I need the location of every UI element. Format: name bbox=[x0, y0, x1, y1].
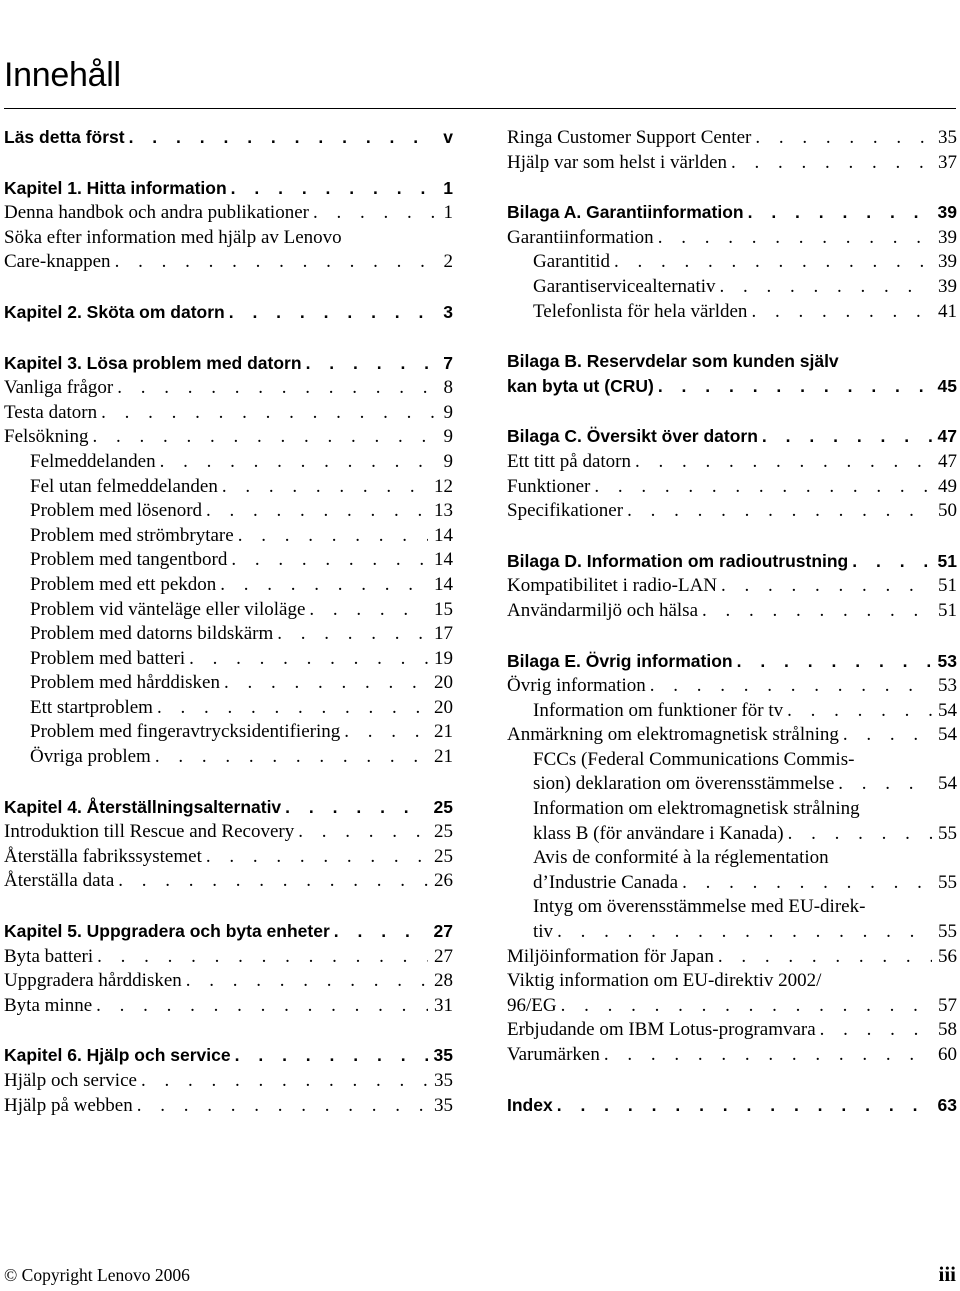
toc-leader-dots bbox=[340, 721, 428, 743]
toc-page-number: 9 bbox=[443, 401, 453, 423]
toc-page-number: 1 bbox=[443, 202, 453, 224]
toc-entry-label: Problem med lösenord bbox=[30, 500, 203, 522]
toc-entry-label: Övrig information bbox=[507, 675, 646, 697]
toc-entry-label: Kapitel 1. Hitta information bbox=[4, 177, 227, 198]
toc-entry-label: Bilaga E. Övrig information bbox=[507, 650, 733, 671]
toc-entry-label: Ringa Customer Support Center bbox=[507, 127, 752, 148]
toc-leader-dots bbox=[590, 476, 932, 498]
toc-entry-line bbox=[507, 847, 957, 872]
toc-entry-label: Problem vid vänteläge eller viloläge bbox=[30, 598, 306, 620]
toc-entry[interactable] bbox=[4, 476, 453, 501]
toc-page-number: 54 bbox=[938, 773, 957, 795]
toc-page-number: 37 bbox=[938, 151, 957, 173]
toc-leader-dots bbox=[747, 301, 932, 323]
toc-entry[interactable] bbox=[4, 821, 453, 846]
toc-gap bbox=[4, 327, 453, 353]
toc-leader-dots bbox=[816, 1019, 932, 1041]
toc-leader-dots bbox=[848, 551, 931, 572]
toc-page-number: 39 bbox=[937, 202, 957, 223]
toc-leader-dots bbox=[114, 870, 428, 892]
toc-page-number: 14 bbox=[434, 573, 453, 595]
toc-entry[interactable] bbox=[507, 575, 957, 600]
toc-entry[interactable] bbox=[507, 773, 957, 798]
toc-entry-label: kan byta ut (CRU) bbox=[507, 375, 654, 396]
toc-right-column bbox=[507, 127, 957, 1119]
toc-entry[interactable] bbox=[507, 500, 957, 525]
toc-entry[interactable] bbox=[4, 500, 453, 525]
toc-entry-label: Intyg om överensstämmelse med EU-direk- bbox=[533, 896, 866, 918]
toc-entry[interactable] bbox=[4, 697, 453, 722]
toc-entry[interactable] bbox=[507, 227, 957, 252]
toc-page-number: 2 bbox=[443, 251, 453, 273]
toc-entry-label: klass B (för användare i Kanada) bbox=[533, 822, 784, 844]
toc-leader-dots bbox=[600, 1044, 932, 1066]
toc-entry-label: Care-knappen bbox=[4, 251, 111, 273]
toc-gap bbox=[507, 525, 957, 551]
toc-entry-label: Bilaga C. Översikt över datorn bbox=[507, 426, 758, 447]
toc-entry-label: Hjälp var som helst i världen bbox=[507, 151, 728, 173]
toc-chapter-entry[interactable] bbox=[507, 426, 957, 451]
toc-leader-dots bbox=[646, 675, 932, 697]
toc-page-number: 25 bbox=[434, 845, 453, 867]
toc-leader-dots bbox=[330, 921, 428, 942]
toc-entry-label: Anmärkning om elektromagnetisk strålning bbox=[507, 724, 839, 746]
toc-entry[interactable] bbox=[507, 1044, 957, 1069]
toc-leader-dots bbox=[111, 251, 438, 273]
toc-chapter-entry[interactable] bbox=[4, 1045, 453, 1070]
toc-leader-dots bbox=[654, 376, 932, 397]
toc-page-number: 51 bbox=[938, 575, 957, 597]
toc-entry-line bbox=[507, 896, 957, 921]
toc-entry[interactable] bbox=[4, 525, 453, 550]
toc-page-number: 35 bbox=[938, 127, 957, 148]
toc-entry-label: Information om elektromagnetisk strålning bbox=[533, 798, 860, 820]
toc-page-number: 28 bbox=[434, 970, 453, 992]
toc-gap bbox=[507, 625, 957, 651]
toc-entry-label: Byta batteri bbox=[4, 945, 94, 967]
toc-page-number: 55 bbox=[938, 921, 957, 943]
toc-leader-dots bbox=[225, 302, 438, 323]
toc-leader-dots bbox=[610, 251, 932, 273]
toc-entry[interactable] bbox=[4, 251, 453, 276]
toc-leader-dots bbox=[733, 651, 932, 672]
toc-entry-label: Kapitel 6. Hjälp och service bbox=[4, 1045, 231, 1066]
toc-entry[interactable] bbox=[507, 872, 957, 897]
toc-page-number: 57 bbox=[938, 994, 957, 1016]
title-rule bbox=[4, 108, 956, 109]
toc-page-number: 53 bbox=[937, 650, 957, 671]
toc-page-number: 12 bbox=[434, 475, 453, 497]
toc-page-number: 9 bbox=[443, 450, 453, 472]
toc-gap bbox=[507, 1069, 957, 1095]
toc-entry[interactable] bbox=[4, 946, 453, 971]
toc-entry-label: Erbjudande om IBM Lotus-programvara bbox=[507, 1019, 816, 1041]
toc-entry[interactable] bbox=[507, 1019, 957, 1044]
toc-chapter-entry[interactable] bbox=[507, 202, 957, 227]
toc-chapter-entry[interactable] bbox=[507, 551, 957, 576]
toc-entry[interactable] bbox=[4, 648, 453, 673]
toc-page-number: 60 bbox=[938, 1044, 957, 1065]
page-title: Innehåll bbox=[4, 56, 121, 94]
toc-leader-dots bbox=[227, 178, 438, 199]
toc-leader-dots bbox=[553, 921, 932, 943]
copyright-notice: © Copyright Lenovo 2006 bbox=[4, 1265, 190, 1285]
toc-entry[interactable] bbox=[507, 675, 957, 700]
toc-entry[interactable] bbox=[4, 549, 453, 574]
toc-entry[interactable] bbox=[507, 276, 957, 301]
toc-leader-dots bbox=[294, 821, 428, 843]
toc-page-number: 17 bbox=[434, 623, 453, 645]
toc-entry-label: 96/EG bbox=[507, 994, 557, 1016]
toc-entry-label: Garantitid bbox=[533, 251, 611, 273]
toc-leader-dots bbox=[716, 276, 932, 298]
toc-leader-dots bbox=[133, 1095, 428, 1117]
toc-page-number: 39 bbox=[938, 251, 957, 273]
toc-entry-label: Garantiservicealternativ bbox=[533, 275, 716, 297]
toc-page-number: 58 bbox=[938, 1019, 957, 1041]
toc-page-number: 39 bbox=[938, 275, 957, 297]
toc-page-number: 8 bbox=[443, 377, 453, 399]
toc-entry-label: d’Industrie Canada bbox=[533, 871, 679, 893]
toc-page-number: 35 bbox=[433, 1045, 453, 1066]
toc-leader-dots bbox=[717, 575, 932, 597]
toc-entry[interactable] bbox=[4, 377, 453, 402]
toc-entry-label: Felsökning bbox=[4, 426, 89, 448]
toc-leader-dots bbox=[698, 600, 932, 622]
toc-entry[interactable] bbox=[507, 921, 957, 946]
toc-entry[interactable] bbox=[507, 995, 957, 1020]
toc-entry[interactable] bbox=[4, 672, 453, 697]
toc-leader-dots bbox=[92, 995, 428, 1017]
toc-page-number: v bbox=[443, 127, 453, 147]
toc-page-number: 55 bbox=[938, 871, 957, 893]
toc-leader-dots bbox=[220, 672, 428, 694]
toc-entry-line bbox=[507, 749, 957, 774]
toc-page-number: 50 bbox=[938, 500, 957, 522]
toc-entry[interactable] bbox=[4, 970, 453, 995]
toc-page-number: 14 bbox=[434, 549, 453, 571]
toc-entry-label: tiv bbox=[533, 921, 554, 943]
toc-entry-label: Problem med hårddisken bbox=[30, 672, 220, 694]
toc-entry[interactable] bbox=[507, 600, 957, 625]
toc-leader-dots bbox=[623, 500, 932, 522]
toc-page-number: 31 bbox=[434, 994, 453, 1016]
toc-entry-label: sion) deklaration om överensstämmelse bbox=[533, 773, 835, 795]
toc-entry-line bbox=[507, 970, 957, 995]
toc-entry-label: Vanliga frågor bbox=[4, 377, 114, 399]
toc-page-number: 27 bbox=[434, 945, 453, 967]
toc-gap bbox=[4, 152, 453, 178]
toc-entry[interactable] bbox=[4, 995, 453, 1020]
toc-entry-label: Ett startproblem bbox=[30, 696, 153, 718]
toc-leader-dots bbox=[156, 451, 438, 473]
toc-page-number: 41 bbox=[938, 300, 957, 322]
toc-chapter-entry bbox=[507, 351, 957, 376]
toc-chapter-entry[interactable] bbox=[4, 797, 453, 822]
toc-page-number: 21 bbox=[434, 721, 453, 743]
toc-leader-dots bbox=[714, 946, 932, 968]
toc-entry[interactable] bbox=[507, 724, 957, 749]
toc-leader-dots bbox=[202, 846, 428, 868]
toc-page-number: 53 bbox=[938, 675, 957, 697]
toc-entry-label: Viktig information om EU-direktiv 2002/ bbox=[507, 970, 822, 992]
toc-leader-dots bbox=[153, 697, 428, 719]
toc-entry-label: FCCs (Federal Communications Commis- bbox=[533, 748, 855, 770]
toc-entry[interactable] bbox=[4, 599, 453, 624]
toc-page-number: 35 bbox=[434, 1070, 453, 1091]
toc-page-number: 26 bbox=[434, 870, 453, 892]
toc-page-number: 13 bbox=[434, 500, 453, 522]
toc-entry-label: Avis de conformité à la réglementation bbox=[533, 847, 829, 869]
toc-entry-label: Felmeddelanden bbox=[30, 450, 156, 472]
toc-entry-label: Fel utan felmeddelanden bbox=[30, 475, 218, 497]
toc-entry-label: Problem med strömbrytare bbox=[30, 524, 234, 546]
toc-page-number: 19 bbox=[434, 647, 453, 669]
toc-gap bbox=[507, 400, 957, 426]
toc-leader-dots bbox=[553, 1095, 932, 1116]
toc-leader-dots bbox=[751, 127, 932, 149]
toc-leader-dots bbox=[88, 426, 437, 448]
toc-page-number: 56 bbox=[938, 945, 957, 967]
toc-leader-dots bbox=[727, 152, 932, 174]
toc-leader-dots bbox=[218, 476, 428, 498]
toc-entry-label: Introduktion till Rescue and Recovery bbox=[4, 821, 295, 843]
toc-entry-label: Telefonlista för hela världen bbox=[533, 300, 748, 322]
toc-page-number: 21 bbox=[434, 746, 453, 768]
toc-entry-label: Användarmiljö och hälsa bbox=[507, 599, 699, 621]
toc-entry[interactable] bbox=[4, 623, 453, 648]
toc-leader-dots bbox=[654, 227, 932, 249]
toc-entry-line bbox=[507, 798, 957, 823]
toc-entry-label: Miljöinformation för Japan bbox=[507, 945, 714, 967]
toc-entry[interactable] bbox=[4, 426, 453, 451]
toc-entry-label: Index bbox=[507, 1094, 553, 1115]
toc-chapter-entry[interactable] bbox=[507, 651, 957, 676]
toc-left-column bbox=[4, 127, 453, 1119]
toc-page-number: 45 bbox=[937, 375, 957, 396]
toc-entry[interactable] bbox=[4, 1095, 453, 1120]
toc-page-number: 20 bbox=[434, 696, 453, 718]
toc-entry-label: Problem med fingeravtrycksidentifiering bbox=[30, 721, 341, 743]
toc-entry-label: Återställa fabrikssystemet bbox=[4, 845, 202, 867]
toc-entry-label: Bilaga B. Reservdelar som kunden själv bbox=[507, 351, 839, 372]
toc-leader-dots bbox=[137, 1070, 428, 1092]
toc-entry-label: Hjälp och service bbox=[4, 1070, 137, 1091]
toc-entry-label: Byta minne bbox=[4, 994, 93, 1016]
toc-chapter-entry[interactable] bbox=[4, 353, 453, 378]
toc-entry-label: Kompatibilitet i radio-LAN bbox=[507, 575, 718, 597]
toc-page-number: 49 bbox=[938, 475, 957, 497]
toc-leader-dots bbox=[273, 623, 428, 645]
page-number: iii bbox=[938, 1262, 956, 1286]
toc-gap bbox=[4, 771, 453, 797]
toc-chapter-entry[interactable] bbox=[507, 1095, 957, 1120]
toc-leader-dots bbox=[234, 525, 428, 547]
toc-leader-dots bbox=[834, 773, 932, 795]
toc-page-number: 9 bbox=[443, 426, 453, 448]
toc-entry-label: Problem med datorns bildskärm bbox=[30, 623, 274, 645]
toc-leader-dots bbox=[93, 946, 428, 968]
toc-entry[interactable] bbox=[507, 700, 957, 725]
toc-entry[interactable] bbox=[507, 451, 957, 476]
toc-entry-label: Återställa data bbox=[4, 870, 115, 892]
toc-leader-dots bbox=[125, 127, 438, 148]
toc-entry-label: Kapitel 5. Uppgradera och byta enheter bbox=[4, 921, 330, 942]
toc-entry-label: Problem med ett pekdon bbox=[30, 573, 217, 595]
toc-entry[interactable] bbox=[4, 202, 453, 227]
toc-leader-dots bbox=[302, 353, 438, 374]
toc-entry-label: Funktioner bbox=[507, 475, 591, 497]
toc-chapter-entry[interactable] bbox=[4, 127, 453, 152]
toc-page-number: 7 bbox=[443, 352, 453, 373]
toc-entry-label: Söka efter information med hjälp av Lenovo bbox=[4, 226, 342, 248]
toc-page-number: 54 bbox=[938, 724, 957, 746]
toc-leader-dots bbox=[202, 500, 428, 522]
toc-leader-dots bbox=[631, 451, 932, 473]
toc-gap bbox=[4, 1019, 453, 1045]
toc-page-number: 47 bbox=[938, 450, 957, 472]
toc-entry[interactable] bbox=[507, 823, 957, 848]
toc-page-number: 14 bbox=[434, 524, 453, 546]
toc-gap bbox=[4, 276, 453, 302]
toc-entry-line bbox=[4, 227, 453, 252]
toc-page-number: 39 bbox=[938, 226, 957, 248]
toc-page-number: 15 bbox=[434, 598, 453, 620]
toc-page-number: 54 bbox=[938, 699, 957, 721]
toc-entry[interactable] bbox=[4, 721, 453, 746]
toc-entry[interactable] bbox=[507, 152, 957, 177]
toc-entry-label: Bilaga D. Information om radioutrustning bbox=[507, 550, 849, 571]
toc-leader-dots bbox=[281, 797, 427, 818]
toc-entry-label: Ett titt på datorn bbox=[507, 450, 632, 472]
toc-entry-label: Kapitel 3. Lösa problem med datorn bbox=[4, 352, 302, 373]
toc-page-number: 35 bbox=[434, 1094, 453, 1116]
toc-leader-dots bbox=[231, 1045, 428, 1066]
toc-entry[interactable] bbox=[4, 402, 453, 427]
toc-entry[interactable] bbox=[4, 746, 453, 771]
toc-entry[interactable] bbox=[507, 476, 957, 501]
toc-entry-label: Testa datorn bbox=[4, 401, 98, 423]
toc-entry-label: Denna handbok och andra publikationer bbox=[4, 202, 309, 224]
toc-chapter-entry[interactable] bbox=[4, 921, 453, 946]
toc-entry-label: Problem med tangentbord bbox=[30, 549, 228, 571]
toc-entry-label: Läs detta först bbox=[4, 127, 125, 147]
toc-gap bbox=[507, 176, 957, 202]
toc-entry-label: Kapitel 2. Sköta om datorn bbox=[4, 301, 225, 322]
toc-leader-dots bbox=[557, 995, 932, 1017]
toc-entry[interactable] bbox=[507, 946, 957, 971]
toc-page-number: 63 bbox=[937, 1094, 957, 1115]
toc-chapter-entry[interactable] bbox=[4, 178, 453, 203]
toc-entry[interactable] bbox=[507, 301, 957, 326]
toc-gap bbox=[507, 325, 957, 351]
toc-page-number: 51 bbox=[938, 599, 957, 621]
toc-entry-label: Varumärken bbox=[507, 1044, 600, 1065]
toc-leader-dots bbox=[227, 549, 428, 571]
toc-leader-dots bbox=[216, 574, 428, 596]
toc-leader-dots bbox=[758, 426, 932, 447]
toc-entry[interactable] bbox=[4, 574, 453, 599]
toc-leader-dots bbox=[309, 202, 438, 224]
toc-entry[interactable] bbox=[4, 870, 453, 895]
toc-entry-label: Kapitel 4. Återställningsalternativ bbox=[4, 796, 282, 817]
toc-page-number: 20 bbox=[434, 672, 453, 694]
toc-entry-label: Garantiinformation bbox=[507, 226, 654, 248]
toc-entry-label: Uppgradera hårddisken bbox=[4, 970, 182, 992]
toc-entry[interactable] bbox=[4, 846, 453, 871]
toc-page-number: 3 bbox=[443, 301, 453, 322]
toc-page-number: 51 bbox=[937, 550, 957, 571]
toc-entry[interactable] bbox=[4, 1070, 453, 1095]
toc-gap bbox=[4, 895, 453, 921]
toc-chapter-entry[interactable] bbox=[507, 376, 957, 401]
toc-entry-label: Övriga problem bbox=[30, 746, 151, 768]
toc-leader-dots bbox=[305, 599, 428, 621]
toc-leader-dots bbox=[839, 724, 932, 746]
toc-leader-dots bbox=[151, 746, 428, 768]
toc-chapter-entry[interactable] bbox=[4, 302, 453, 327]
toc-page-number: 1 bbox=[443, 177, 453, 198]
toc-leader-dots bbox=[97, 402, 437, 424]
toc-leader-dots bbox=[113, 377, 437, 399]
toc-page-number: 25 bbox=[433, 796, 453, 817]
toc-leader-dots bbox=[182, 970, 428, 992]
toc-entry-label: Problem med batteri bbox=[30, 647, 186, 669]
toc-page-number: 55 bbox=[938, 822, 957, 844]
toc-page-number: 27 bbox=[433, 921, 453, 942]
toc-entry[interactable] bbox=[4, 451, 453, 476]
toc-entry-label: Information om funktioner för tv bbox=[533, 699, 784, 721]
toc-entry[interactable] bbox=[507, 127, 957, 152]
toc-leader-dots bbox=[784, 823, 932, 845]
toc-entry-label: Specifikationer bbox=[507, 500, 624, 522]
toc-page-number: 25 bbox=[434, 821, 453, 843]
toc-page-number: 47 bbox=[937, 426, 957, 447]
toc-leader-dots bbox=[678, 872, 932, 894]
toc-leader-dots bbox=[744, 202, 932, 223]
toc-entry-label: Hjälp på webben bbox=[4, 1094, 133, 1116]
toc-leader-dots bbox=[783, 700, 932, 722]
toc-entry-label: Bilaga A. Garantiinformation bbox=[507, 202, 744, 223]
toc-leader-dots bbox=[185, 648, 428, 670]
toc-entry[interactable] bbox=[507, 251, 957, 276]
